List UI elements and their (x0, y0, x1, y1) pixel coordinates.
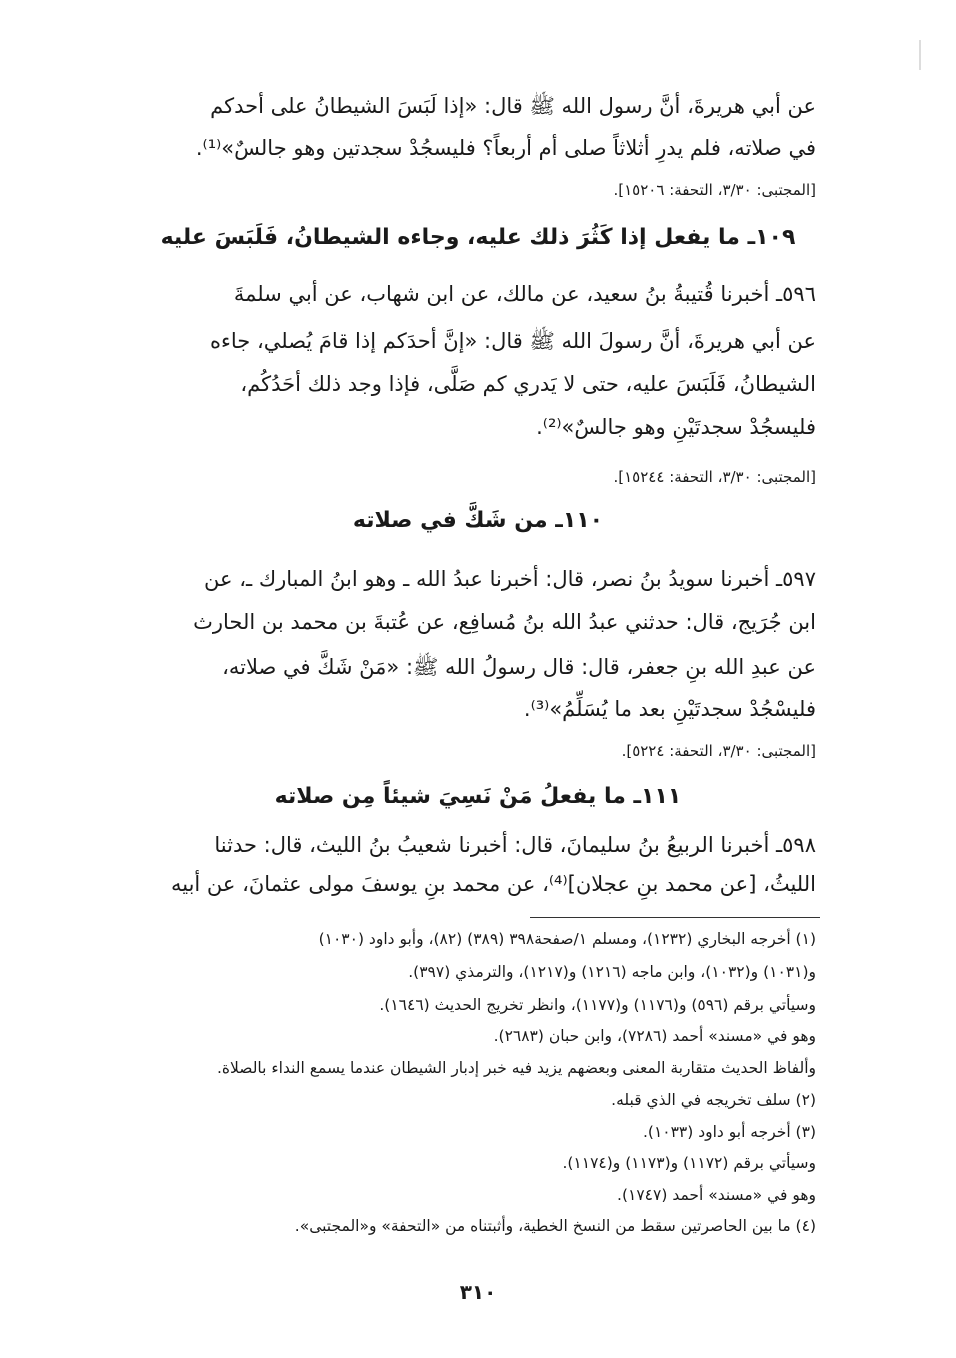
text-line-8: ابن جُرَيج، قال: حدثني عبدُ الله بنُ مُسافِع، عن عُتبةَ بن محمد بن الحارث (193, 610, 816, 634)
text-line-1: عن أبي هريرةَ، أنَّ رسول الله ﷺ قال: «إذا لَبَسَ الشيطانُ على أحدكم (210, 94, 816, 118)
footnote-3-line-3: وهو في «مسند» أحمد (١٧٤٧). (617, 1186, 816, 1204)
chapter-heading-109: ١٠٩ـ ما يفعل إذا كَثُرَ ذلك عليه، وجاءه الشيطانُ، فَلَبَسَ عليه (160, 225, 796, 250)
footnote-1-line-3: وسيأتي برقم (٥٩٦) و(١١٧٦) و(١١٧٧)، وانظر تخريج الحديث (١٦٤٦). (379, 996, 816, 1014)
reference-line-3: [المجتبى: ٣/٣٠، التحفة: ٥٢٢٤]. (621, 742, 816, 760)
page-number: ٣١٠ (459, 1280, 497, 1304)
chapter-heading-111: ١١١ـ ما يفعلُ مَنْ نَسِيَ شيئاً مِن صلاته (274, 784, 682, 809)
text-line-10: فليسْجُدْ سجدتَيْنِ بعد ما يُسَلِّمُ»⁽³⁾. (523, 697, 816, 721)
footnote-1-line-5: وألفاظ الحديث متقاربة المعنى وبعضهم يزيد فيه خبر إدبار الشيطان عندما يسمع النداء بالصلاة. (216, 1059, 816, 1077)
footnote-2: (٢) سلف تخريجه في الذي قبله. (611, 1091, 816, 1109)
page-edge-mark (919, 40, 921, 70)
footnote-3-line-1: (٣) أخرجه أبو داود (١٠٣٣). (642, 1123, 816, 1141)
footnote-separator (530, 917, 820, 918)
text-line-12: الليثُ، [عن محمد بنِ عجلان]⁽⁴⁾، عن محمد بنِ يوسفَ مولى عثمانَ، عن أبيه (170, 872, 816, 896)
text-line-2: في صلاته، فلم يدرِ أثلاثاً صلى أم أربعاً؟ فليسجُدْ سجدتين وهو جالسٌ»⁽¹⁾. (195, 136, 816, 160)
text-line-6: فليسجُدْ سجدتَيْنِ وهو جالسٌ»⁽²⁾. (536, 415, 816, 439)
text-line-9: عن عبدِ الله بنِ جعفر، قال: قال رسولُ الله ﷺ: «مَنْ شَكَّ في صلاته، (222, 655, 816, 679)
chapter-heading-110: ١١٠ـ من شَكَّ في صلاته (352, 508, 604, 533)
reference-line-1: [المجتبى: ٣/٣٠، التحفة: ١٥٢٠٦]. (613, 181, 816, 199)
text-line-7: ٥٩٧ـ أخبرنا سويدُ بنُ نصر، قال: أخبرنا عبدُ الله ـ وهو ابنُ المبارك ـ، عن (204, 567, 816, 591)
footnote-4: (٤) ما بين الحاصرتين سقط من النسخ الخطية، وأثبتناه من «التحفة» و«المجتبى». (294, 1217, 816, 1235)
text-line-4: عن أبي هريرةَ، أنَّ رسولَ الله ﷺ قال: «إنَّ أحدَكم إذا قامَ يُصلي، جاءه (210, 329, 816, 353)
text-line-11: ٥٩٨ـ أخبرنا الربيعُ بنُ سليمانَ، قال: أخبرنا شعيبُ بنُ الليث، قال: حدثنا (214, 833, 816, 857)
text-line-5: الشيطانُ، فَلَبَسَ عليه، حتى لا يَدري كم صَلَّى، فإذا وجد ذلك أحَدُكُم، (240, 372, 816, 396)
footnote-3-line-2: وسيأتي برقم (١١٧٢) و(١١٧٣) و(١١٧٤). (562, 1154, 816, 1172)
reference-line-2: [المجتبى: ٣/٣٠، التحفة: ١٥٢٤٤]. (613, 468, 816, 486)
footnote-1-line-2: و(١٠٣١) و(١٠٣٢)، وابن ماجه (١٢١٦) و(١٢١٧)، والترمذي (٣٩٧). (408, 963, 816, 981)
text-line-3: ٥٩٦ـ أخبرنا قُتيبةُ بنُ سعيد، عن مالك، عن ابن شهاب، عن أبي سلمةَ (233, 282, 816, 306)
footnote-1-line-4: وهو في «مسند» أحمد (٧٢٨٦)، وابن حبان (٢٦٨٣). (493, 1027, 816, 1045)
footnote-1-line-1: (١) أخرجه البخاري (١٢٣٢)، ومسلم ١/صفحة٣٩٨ (٣٨٩) (٨٢)، وأبو داود (١٠٣٠) (318, 930, 816, 948)
